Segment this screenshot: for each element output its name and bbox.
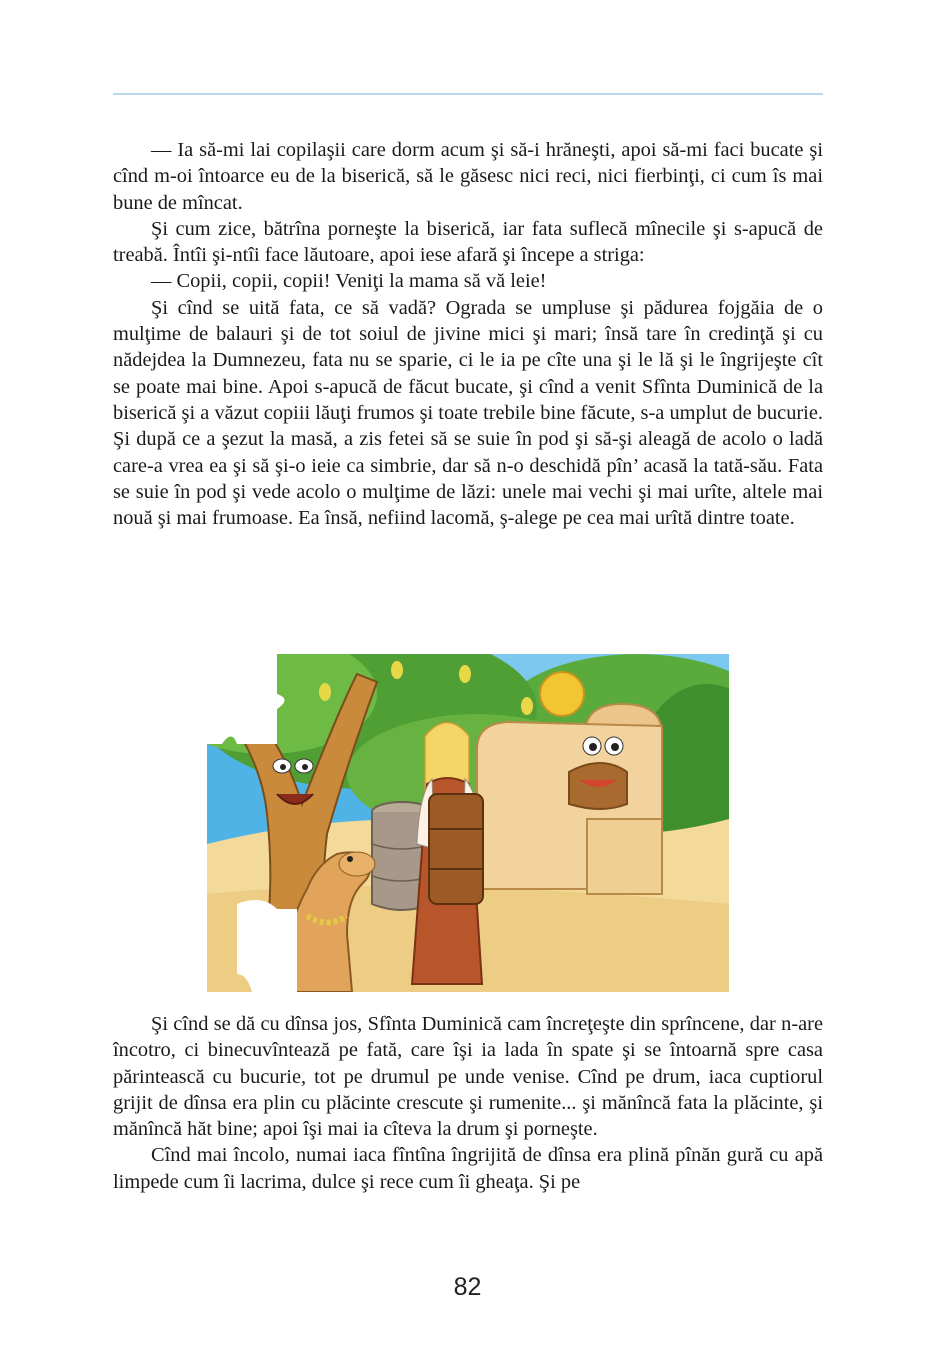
story-illustration: [207, 654, 729, 992]
paragraph: Şi cînd se uită fata, ce să vadă? Ograda se umpluse şi pădurea fojgăia de o mulţime de balauri şi de tot soiul de jivine mici şi mari; însă tare în credinţă şi cu nădejdea la Dumnezeu, fata nu se sparie, ci le ia pe cîte una şi le lă şi le îngrijeşte cît se poate mai bine. Apoi s-apucă de făcut bucate, şi cînd a venit Sfînta Duminică de la biserică şi a văzut copiii lăuţi frumos şi toate trebile bine făcute, s-a umplut de bucurie. Şi după ce a şezut la masă, a zis fetei să se suie în pod şi să-şi aleagă de acolo o ladă care-a vrea ea şi să şi-o ieie ca simbrie, dar să n-o deschidă pîn’ acasă la tată-său. Fata se suie în pod şi vede acolo o mulţime de lăzi: unele mai vechi şi mai urîte, altele mai nouă şi mai frumoase. Ea însă, nefiind lacomă, ş-alege pe cea mai urîtă dintre toate.: [113, 296, 823, 530]
paragraph: Şi cum zice, bătrîna porneşte la biserică, iar fata suflecă mînecile şi s-apucă de treabă. Întîi şi-ntîi face lăutoare, apoi iese afară şi începe a striga:: [113, 217, 823, 267]
text-block-bottom: [113, 1011, 823, 1195]
paragraph: — Copii, copii, copii! Veniţi la mama să vă leie!: [151, 270, 547, 293]
paragraph: Şi cînd se dă cu dînsa jos, Sfînta Duminică cam încreţeşte din sprîncene, dar n-are încotro, ci binecuvîntează pe fată, care îşi ia lada în spate şi se întoarnă spre casa părintească cu bucurie, tot pe drumul pe unde venise. Cînd pe drum, iaca cuptiorul grijit de dînsa era plin cu plăcinte crescute şi rumenite... şi mănîncă fata la plăcinte, şi mănîncă hăt bine; apoi îşi mai ia cîteva la drum şi porneşte.: [113, 1013, 823, 1141]
paragraph: — Ia să-mi lai copilaşii care dorm acum şi să-i hrăneşti, apoi să-mi faci bucate şi cînd m-oi întoarce eu de la biserică, să le găsesc nici reci, nici fierbinţi, ci cum îs mai bune de mîncat.: [113, 139, 823, 214]
page-number: 82: [453, 1273, 482, 1301]
header-rule: [113, 93, 823, 95]
paragraph: Cînd mai încolo, numai iaca fîntîna îngrijită de dînsa era plină pînăn gură cu apă limpede cum îi lacrima, dulce şi rece cum îi gheaţa. Şi pe: [113, 1144, 823, 1193]
text-block-top: [113, 137, 823, 531]
